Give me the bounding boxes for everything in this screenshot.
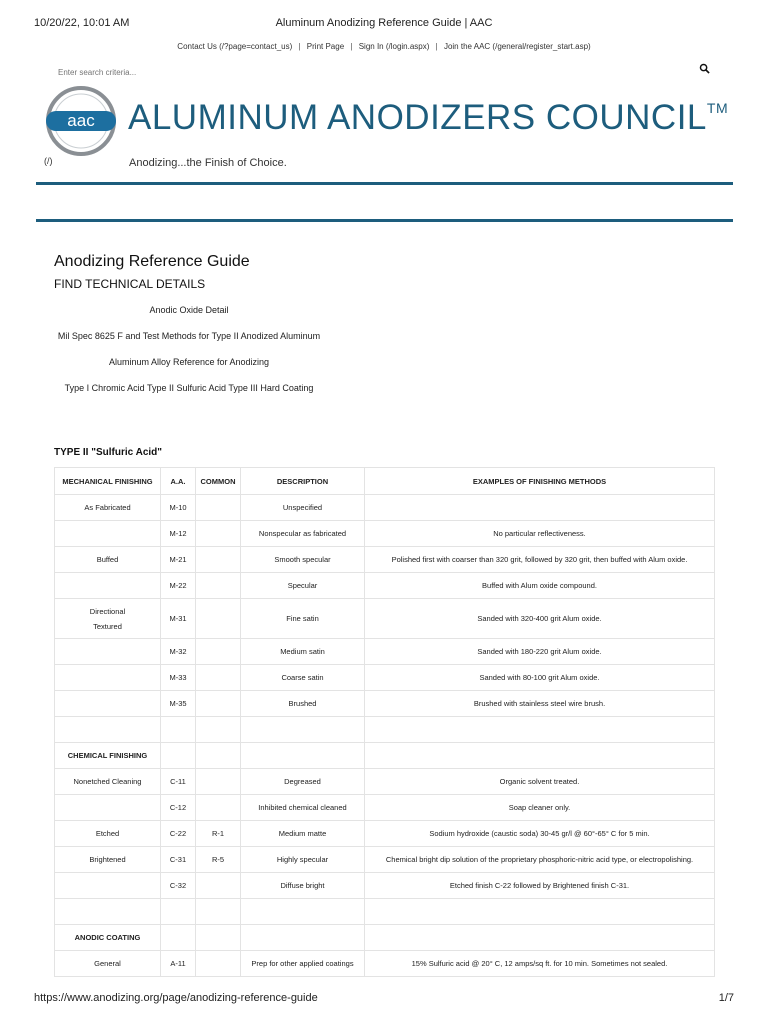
table-row [55,495,715,521]
anodic-oxide-link[interactable]: Anodic Oxide Detail [149,305,229,315]
table-cell [55,691,161,717]
page-title: Anodizing Reference Guide [54,253,250,270]
table-cell [365,899,715,925]
table-row [55,795,715,821]
print-page-title: Aluminum Anodizing Reference Guide | AAC [275,17,493,29]
table-cell: Organic solvent treated. [365,769,715,795]
table-cell: Buffed with Alum oxide compound. [365,573,715,599]
mil-spec-link[interactable]: Mil Spec 8625 F and Test Methods for Type II Anodized Aluminum [57,331,321,341]
table-cell [241,925,365,951]
table-cell: Nonetched Cleaning [55,769,161,795]
table-cell: M-12 [161,521,196,547]
table-cell [241,717,365,743]
table-cell: M-10 [161,495,196,521]
table-cell: C-12 [161,795,196,821]
table-cell: C-22 [161,821,196,847]
table-cell: Sodium hydroxide (caustic soda) 30-45 gr/l @ 60°-65° C for 5 min. [365,821,715,847]
table-cell: Sanded with 180-220 grit Alum oxide. [365,639,715,665]
table-row [55,821,715,847]
table-cell [55,573,161,599]
aac-logo[interactable] [44,84,118,158]
table-cell: M-21 [161,547,196,573]
table-cell: M-31 [161,599,196,639]
search-input[interactable] [58,68,458,77]
table-cell [365,495,715,521]
table-cell: Chemical bright dip solution of the proprietary phosphoric-nitric acid type, or electropolishing. [365,847,715,873]
table-cell [196,951,241,977]
table-cell [365,743,715,769]
contact-us-link[interactable]: Contact Us (/?page=contact_us) [177,42,293,51]
nav-divider [36,219,733,222]
table-cell: Smooth specular [241,547,365,573]
table-row [55,573,715,599]
header-description: DESCRIPTION [241,468,365,495]
table-cell [161,899,196,925]
table-cell: Brushed [241,691,365,717]
table-cell [196,495,241,521]
table-row [55,599,715,639]
table-row [55,925,715,951]
page-subtitle: FIND TECHNICAL DETAILS [54,277,206,291]
table-cell: Etched [55,821,161,847]
table-cell: C-31 [161,847,196,873]
table-cell: Brushed with stainless steel wire brush. [365,691,715,717]
table-cell: A-11 [161,951,196,977]
table-cell: Coarse satin [241,665,365,691]
table-row [55,951,715,977]
type-heading: TYPE II "Sulfuric Acid" [54,447,163,458]
table-cell [196,795,241,821]
table-cell [55,899,161,925]
logo-text: aac [67,111,95,130]
print-datetime: 10/20/22, 10:01 AM [34,17,130,29]
table-cell [196,665,241,691]
table-cell [196,925,241,951]
table-cell: Specular [241,573,365,599]
table-row [55,547,715,573]
table-header-row [55,468,715,495]
table-cell: Directional Textured [55,599,161,639]
table-cell [196,899,241,925]
table-row [55,873,715,899]
table-cell: Medium matte [241,821,365,847]
site-brand [128,98,728,138]
table-row [55,847,715,873]
table-row [55,639,715,665]
table-cell [196,521,241,547]
print-header [0,17,768,31]
table-cell [55,717,161,743]
table-cell: Diffuse bright [241,873,365,899]
header-mechanical-finishing: MECHANICAL FINISHING [55,468,161,495]
table-cell [196,573,241,599]
table-cell: C-11 [161,769,196,795]
table-cell: M-33 [161,665,196,691]
nav-separator: | [298,42,301,51]
table-cell: Sanded with 80-100 grit Alum oxide. [365,665,715,691]
nav-separator: | [435,42,438,51]
table-cell [55,521,161,547]
tagline: Anodizing...the Finish of Choice. [129,157,287,169]
table-cell: Soap cleaner only. [365,795,715,821]
table-cell: Unspecified [241,495,365,521]
table-cell [241,899,365,925]
table-cell [161,717,196,743]
table-cell [196,717,241,743]
site-name: ALUMINUM ANODIZERS COUNCIL [128,98,707,137]
table-cell [55,795,161,821]
table-cell [196,547,241,573]
table-row [55,717,715,743]
join-link[interactable]: Join the AAC (/general/register_start.asp) [443,42,591,51]
table-cell: Fine satin [241,599,365,639]
table-cell: Polished first with coarser than 320 grit, followed by 320 grit, then buffed with Alum oxide. [365,547,715,573]
table-cell: Etched finish C-22 followed by Brightened finish C-31. [365,873,715,899]
header-examples: EXAMPLES OF FINISHING METHODS [365,468,715,495]
top-nav [0,42,768,51]
table-cell: CHEMICAL FINISHING [55,743,161,769]
table-cell [196,691,241,717]
print-page-number: 1/7 [718,992,734,1004]
header-common: COMMON [196,468,241,495]
print-url: https://www.anodizing.org/page/anodizing-reference-guide [34,992,318,1004]
table-cell [55,873,161,899]
table-cell: Buffed [55,547,161,573]
table-cell: C-32 [161,873,196,899]
table-cell [196,873,241,899]
table-cell: Inhibited chemical cleaned [241,795,365,821]
header-aa: A.A. [161,468,196,495]
anodizing-types-link[interactable]: Type I Chromic Acid Type II Sulfuric Acid Type III Hard Coating [64,383,314,393]
table-cell: R-5 [196,847,241,873]
home-link[interactable]: (/) [44,156,53,166]
table-row [55,899,715,925]
table-cell: General [55,951,161,977]
table-cell: M-32 [161,639,196,665]
search-icon[interactable] [699,63,710,74]
table-cell: Brightened [55,847,161,873]
table-cell [55,665,161,691]
trademark-mark: TM [706,100,729,116]
table-cell [241,743,365,769]
table-cell: ANODIC COATING [55,925,161,951]
table-cell [196,599,241,639]
table-row [55,665,715,691]
table-body [55,495,715,977]
nav-separator: | [350,42,353,51]
header-divider [36,182,733,185]
finishing-table [54,467,715,977]
table-cell: As Fabricated [55,495,161,521]
alloy-reference-link[interactable]: Aluminum Alloy Reference for Anodizing [108,357,270,367]
table-cell [161,925,196,951]
table-cell [196,639,241,665]
table-row [55,691,715,717]
table-cell: Sanded with 320-400 grit Alum oxide. [365,599,715,639]
table-cell: Degreased [241,769,365,795]
sign-in-link[interactable]: Sign In (/login.aspx) [358,42,430,51]
table-cell: Prep for other applied coatings [241,951,365,977]
search-bar [58,62,714,78]
table-cell: Medium satin [241,639,365,665]
table-cell: M-35 [161,691,196,717]
table-cell: Nonspecular as fabricated [241,521,365,547]
table-cell: R-1 [196,821,241,847]
table-cell [196,743,241,769]
table-cell [55,639,161,665]
table-row [55,521,715,547]
print-page-link[interactable]: Print Page [306,42,345,51]
table-cell [365,925,715,951]
table-cell: 15% Sulfuric acid @ 20° C, 12 amps/sq ft. for 10 min. Sometimes not sealed. [365,951,715,977]
table-cell: M-22 [161,573,196,599]
table-cell: No particular reflectiveness. [365,521,715,547]
table-row [55,769,715,795]
table-cell: Highly specular [241,847,365,873]
table-cell [196,769,241,795]
table-row [55,743,715,769]
table-cell [365,717,715,743]
table-cell [161,743,196,769]
